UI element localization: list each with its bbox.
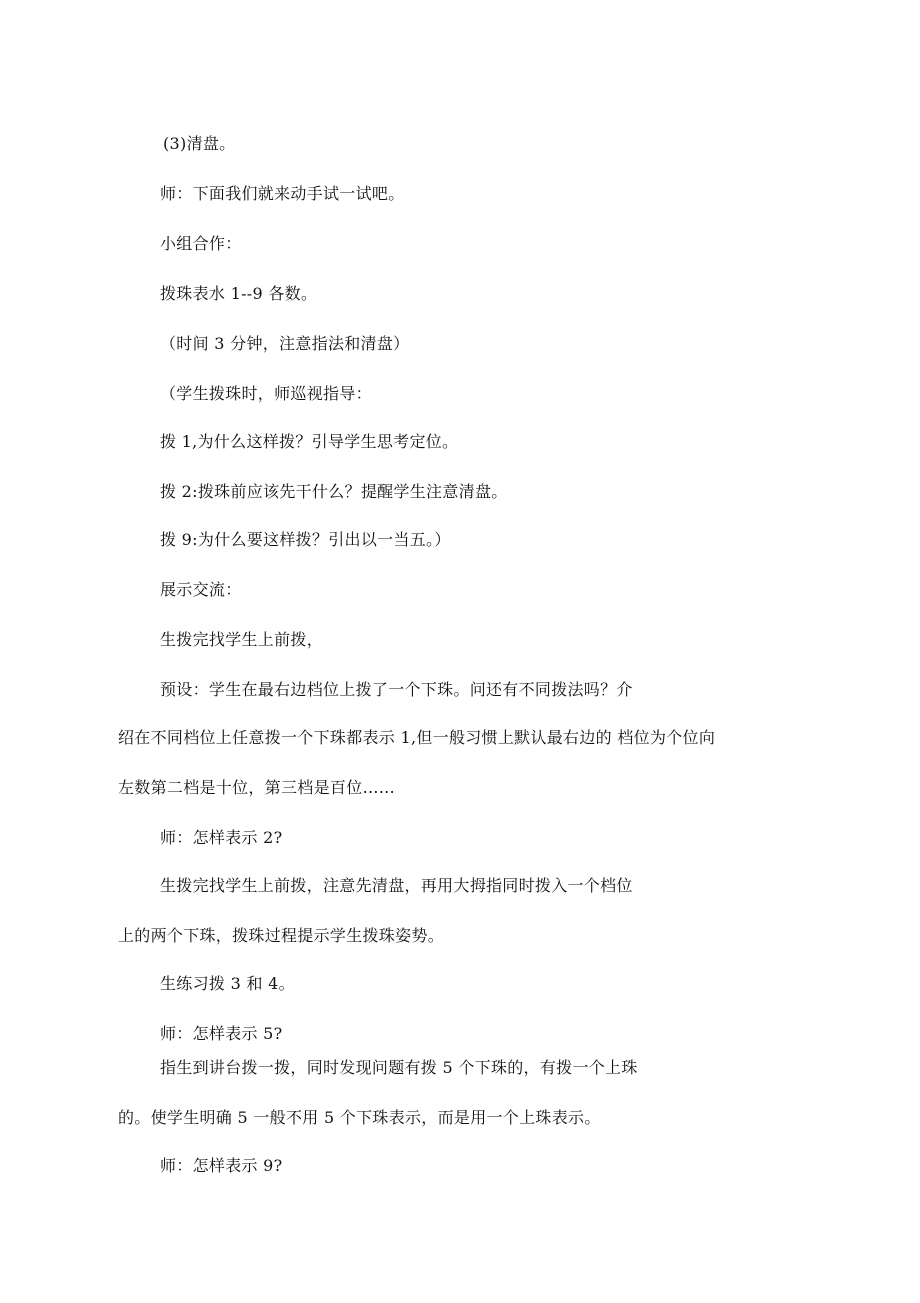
text-line: (3)清盘。 [163, 134, 236, 153]
text-line: 绍在不同档位上任意拨一个下珠都表示 1,但一般习惯上默认最右边的 档位为个位向 [118, 728, 716, 747]
text-line: 指生到讲台拨一拨，同时发现问题有拨 5 个下珠的，有拨一个上珠 [160, 1058, 638, 1077]
text-line: 生拨完找学生上前拨， [160, 630, 324, 649]
text-line: 小组合作： [160, 234, 242, 253]
text-line: 师：怎样表示 9? [160, 1156, 283, 1175]
text-line: 师：下面我们就来动手试一试吧。 [160, 184, 405, 203]
text-line: 生拨完找学生上前拨，注意先清盘，再用大拇指同时拨入一个档位 [160, 876, 633, 895]
text-line: 拨 2:拨珠前应该先干什么？提醒学生注意清盘。 [160, 482, 508, 501]
text-line: 师：怎样表示 5? [160, 1024, 283, 1043]
text-line: 生练习拨 3 和 4。 [160, 974, 295, 993]
text-line: （学生拨珠时，师巡视指导： [160, 384, 372, 403]
text-line: 上的两个下珠，拨珠过程提示学生拨珠姿势。 [118, 926, 445, 945]
text-line: 展示交流： [160, 580, 242, 599]
text-line: 拨 9:为什么要这样拨？引出以一当五。） [160, 530, 451, 549]
text-line: 的。使学生明确 5 一般不用 5 个下珠表示，而是用一个上珠表示。 [118, 1108, 601, 1127]
text-line: 左数第二档是十位，第三档是百位…… [118, 778, 396, 797]
text-line: 师：怎样表示 2? [160, 828, 283, 847]
text-line: 拨 1,为什么这样拨？引导学生思考定位。 [160, 432, 459, 451]
text-line: （时间 3 分钟，注意指法和清盘） [160, 334, 410, 353]
text-line: 预设：学生在最右边档位上拨了一个下珠。问还有不同拨法吗？介 [160, 680, 633, 699]
text-line: 拨珠表水 1--9 各数。 [160, 284, 318, 303]
